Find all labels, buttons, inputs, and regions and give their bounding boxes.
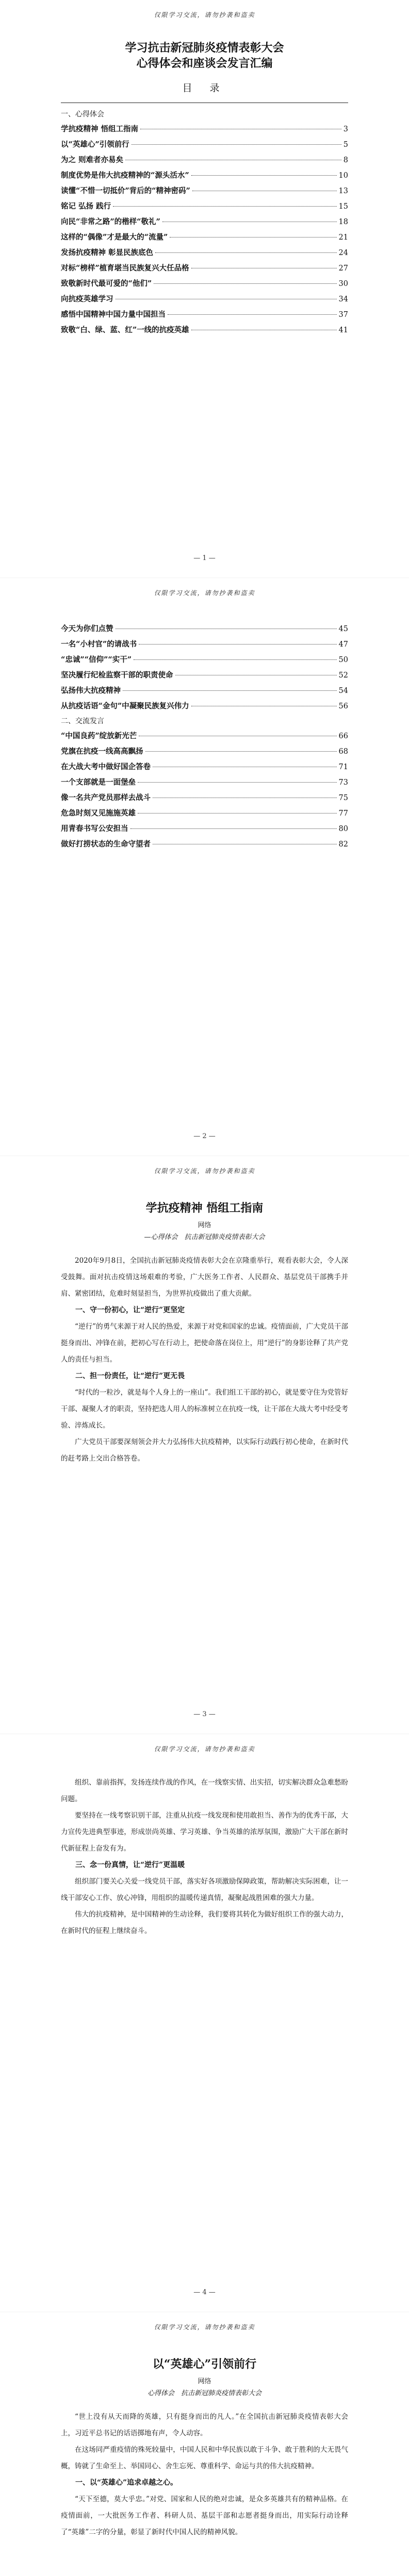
- toc-entry[interactable]: [61, 759, 348, 775]
- toc-dot-leader: [170, 237, 336, 238]
- toc-entry[interactable]: [61, 292, 348, 307]
- body-paragraph: 伟大的抗疫精神，是中国精神的生动诠释，我们要将其转化为做好组织工作的强大动力，在新时代的征程上继续奋斗。: [61, 1910, 348, 1935]
- toc-entry-title: 致敬新时代最可爱的“他们”: [61, 279, 152, 288]
- toc-entry[interactable]: [61, 790, 348, 806]
- article-author: 网络: [198, 2378, 211, 2385]
- toc-entry[interactable]: [61, 821, 348, 837]
- toc-entry-title: 发扬抗疫精神 彰显民族底色: [61, 248, 154, 257]
- toc-entry-title: 向抗疫英雄学习: [61, 295, 113, 303]
- toc-entry-page: 41: [338, 326, 348, 334]
- toc-entry-title: 党旗在抗疫一线高高飘扬: [61, 747, 143, 756]
- toc-entry[interactable]: [61, 199, 348, 214]
- body-paragraph: 2020年9月8日，全国抗击新冠肺炎疫情表彰大会在京隆重举行，观看表彰大会，令人深受鼓舞。面对抗击疫情这场艰难的考验，广大医务工作者、人民群众、基层党员干部携手并肩、紧密团结，危难时刻显担当，为世界抗疫做出了重大贡献。: [61, 1257, 348, 1298]
- toc-entry-page: 15: [338, 202, 348, 211]
- body-paragraph: 要坚持在一线考察识别干部，注重从抗疫一线发现和使用敢担当、善作为的优秀干部，大力宣传先进典型事迹，形成崇尚英雄、学习英雄、争当英雄的浓厚氛围，激励广大干部在新时代新征程上奋发有为。: [61, 1811, 348, 1853]
- doc-title-line2: 心得体会和座谈会发言汇编: [136, 57, 273, 70]
- body-paragraph: “世上没有从天而降的英雄，只有挺身而出的凡人。”在全国抗击新冠肺炎疫情表彰大会上，习近平总书记的话语掷地有声，令人动容。: [61, 2413, 348, 2437]
- toc-entry[interactable]: [61, 276, 348, 292]
- running-header: 仅限学习交流，请勿抄袭和盗卖: [154, 1745, 255, 1753]
- article-source: —心得体会 抗击新冠肺炎疫情表彰大会: [144, 1233, 265, 1241]
- toc-entry-page: 66: [338, 732, 348, 740]
- toc-entry-title: 致敬“白、绿、蓝、红”一线的抗疫英雄: [61, 326, 189, 334]
- toc-dot-leader: [134, 659, 337, 660]
- toc-entry-title: 弘扬伟大抗疫精神: [61, 686, 121, 695]
- toc-entry-page: 27: [338, 264, 348, 273]
- toc-entry-title: 危急时刻又见施施英雄: [61, 809, 136, 818]
- toc-section-label: 二、交流发言: [61, 717, 104, 725]
- toc-entry[interactable]: [61, 168, 348, 183]
- toc-entry[interactable]: [61, 323, 348, 338]
- toc-entry-title: 今天为你们点赞: [61, 624, 113, 633]
- running-header: 仅限学习交流，请勿抄袭和盗卖: [154, 1167, 255, 1175]
- toc-entry[interactable]: [61, 728, 348, 744]
- doc-title-line1: 学习抗击新冠肺炎疫情表彰大会: [125, 41, 284, 55]
- toc-entry-page: 8: [343, 156, 348, 164]
- toc-dot-leader: [123, 690, 337, 691]
- toc-list: [61, 621, 348, 714]
- toc-entry[interactable]: [61, 621, 348, 637]
- toc-entry[interactable]: [61, 214, 348, 230]
- toc-entry[interactable]: [61, 245, 348, 261]
- body-paragraph: “时代的一粒沙，就是每个人身上的一座山”。我们组工干部的初心，就是要守住为党管好干部、凝聚人才的职责，坚持把选人用人的标准树立在抗疫一线，让干部在大战大考中经受考验、淬炼成长。: [61, 1388, 348, 1430]
- toc-entry-page: 52: [338, 671, 348, 680]
- toc-entry[interactable]: [61, 683, 348, 699]
- toc-section-label: 一、心得体会: [61, 110, 104, 118]
- page-number: — 3 —: [193, 1710, 216, 1718]
- page-number: — 4 —: [193, 2289, 216, 2296]
- toc-dot-leader: [191, 175, 337, 176]
- toc-entry-title: 用青春书写公安担当: [61, 824, 128, 833]
- page-toc-continued: [0, 578, 409, 1156]
- toc-entry-page: 5: [343, 141, 348, 149]
- toc-entry-title: 像一名共产党员那样去战斗: [61, 793, 151, 802]
- toc-entry-page: 13: [338, 187, 348, 195]
- toc-entry-title: 学抗疫精神 悟组工指南: [61, 125, 139, 133]
- toc-entry-page: 56: [338, 702, 348, 710]
- toc-entry-page: 80: [338, 825, 348, 833]
- body-paragraph: 组织、靠前指挥，发扬连续作战的作风，在一线察实情、出实招，切实解决群众急难愁盼问题。: [61, 1778, 348, 1803]
- page-number: — 1 —: [193, 554, 216, 562]
- toc-entry[interactable]: [61, 137, 348, 152]
- page-cover: [0, 0, 409, 578]
- toc-entry-page: 50: [338, 656, 348, 664]
- toc-entry[interactable]: [61, 668, 348, 683]
- toc-dot-leader: [138, 782, 337, 783]
- body-paragraph: 在这场同严重疫情的殊死较量中，中国人民和中华民族以敢于斗争、敢于胜利的大无畏气概，铸就了生命至上、举国同心、舍生忘死、尊重科学、命运与共的伟大抗疫精神。: [61, 2446, 348, 2470]
- toc-entry[interactable]: [61, 183, 348, 199]
- toc-entry[interactable]: [61, 775, 348, 790]
- section-subhead: 一、以“英雄心”追求卓越之心。: [75, 2479, 178, 2487]
- toc-entry-page: 75: [338, 794, 348, 802]
- section-subhead: 三、念一份真情，让“逆行”更温暖: [75, 1861, 185, 1869]
- page-number: — 2 —: [193, 1132, 216, 1140]
- body-paragraph: 组织部门要关心关爱一线党员干部，落实好各项激励保障政策，帮助解决实际困难，让一线干部安心工作、放心冲锋，用组织的温暖传递真情，凝聚起战胜困难的强大力量。: [61, 1877, 348, 1902]
- toc-entry-title: 对标“榜样”植育堪当民族复兴大任品格: [61, 264, 189, 273]
- running-header: 仅限学习交流，请勿抄袭和盗卖: [154, 11, 255, 19]
- toc-entry-title: 从抗疫话语“金句”中凝聚民族复兴伟力: [61, 702, 189, 710]
- toc-entry-title: 这样的“偶像”才是最大的“流量”: [61, 233, 168, 242]
- toc-entry[interactable]: [61, 307, 348, 323]
- toc-entry[interactable]: [61, 122, 348, 137]
- toc-entry-page: 54: [338, 687, 348, 695]
- toc-dot-leader: [145, 751, 337, 752]
- toc-dot-leader: [139, 644, 336, 645]
- section-subhead: 一、守一份初心，让“逆行”更坚定: [75, 1306, 185, 1314]
- toc-entry[interactable]: [61, 230, 348, 245]
- toc-entry-page: 45: [338, 625, 348, 633]
- toc-entry[interactable]: [61, 152, 348, 168]
- running-header: 仅限学习交流，请勿抄袭和盗卖: [154, 2324, 255, 2331]
- toc-entry-page: 37: [338, 311, 348, 319]
- toc-entry-title: 以“英雄心”引领前行: [61, 140, 129, 149]
- article-title: 以“英雄心”引领前行: [152, 2358, 257, 2371]
- toc-entry[interactable]: [61, 744, 348, 759]
- page-article-2: [0, 2312, 409, 2576]
- toc-entry-page: 82: [338, 840, 348, 849]
- toc-dot-leader: [138, 813, 337, 814]
- article-author: 网络: [198, 1222, 211, 1229]
- toc-entry-title: 在大战大考中做好国企答卷: [61, 762, 151, 771]
- toc-entry-page: 34: [338, 295, 348, 303]
- toc-entry-page: 77: [338, 809, 348, 818]
- page-article-1-continued: [0, 1734, 409, 2312]
- toc-entry-title: “中国良药”绽放新光芒: [61, 732, 137, 740]
- toc-list: [61, 122, 348, 338]
- toc-entry-title: 一个支部就是一面堡垒: [61, 778, 136, 787]
- toc-entry-page: 18: [338, 218, 348, 226]
- toc-dot-leader: [113, 206, 336, 207]
- toc-entry-title: 读懂“不惜一切抵价”背后的“精神密码”: [61, 187, 190, 195]
- toc-list: [61, 728, 348, 852]
- toc-dot-leader: [168, 314, 337, 315]
- toc-entry-page: 47: [338, 640, 348, 649]
- toc-entry[interactable]: [61, 637, 348, 652]
- toc-entry-title: 感悟中国精神中国力量中国担当: [61, 310, 166, 319]
- body-paragraph: “逆行”的勇气来源于对人民的热爱，来源于对党和国家的忠诚。疫情面前，广大党员干部挺身而出、冲锋在前，把初心写在行动上，把使命落在岗位上，用“逆行”的身影诠释了共产党人的责任与担当。: [61, 1323, 348, 1364]
- toc-dot-leader: [154, 283, 336, 284]
- toc-entry-page: 71: [338, 763, 348, 771]
- body-paragraph: 广大党员干部要深刻领会并大力弘扬伟大抗疫精神，以实际行动践行初心使命，在新时代的赶考路上交出合格答卷。: [61, 1438, 348, 1463]
- toc-entry-title: 向民“非常之路”的楷样“敬礼”: [61, 217, 160, 226]
- toc-dot-leader: [130, 828, 337, 829]
- toc-entry[interactable]: [61, 652, 348, 668]
- toc-entry-title: 坚决履行纪检监察干部的职责使命: [61, 671, 173, 680]
- body-paragraph: “天下至德，莫大乎忠。”对党、国家和人民的绝对忠诚，是众多英雄共有的精神品格。在疫情面前，一大批医务工作者、科研人员、基层干部和志愿者挺身而出，用实际行动诠释了“英雄”二字的分量，彰显了新时代中国人民的精神风貌。: [61, 2495, 348, 2536]
- toc-entry-title: 做好打捞状态的生命守望者: [61, 840, 151, 849]
- toc-entry-page: 73: [338, 778, 348, 787]
- toc-entry-title: 铭记 弘扬 践行: [61, 202, 111, 211]
- toc-dot-leader: [155, 252, 336, 253]
- toc-entry-page: 10: [338, 172, 348, 180]
- toc-entry-title: 一名“小村官”的请战书: [61, 640, 137, 649]
- toc-entry[interactable]: [61, 806, 348, 821]
- toc-entry[interactable]: [61, 837, 348, 852]
- toc-entry[interactable]: [61, 261, 348, 276]
- toc-entry-title: 为之 则难者亦易矣: [61, 156, 124, 164]
- article-source: 心得体会 抗击新冠肺炎疫情表彰大会: [147, 2389, 261, 2397]
- toc-entry-page: 24: [338, 249, 348, 257]
- toc-entry-title: 制度优势是伟大抗疫精神的“源头活水”: [61, 171, 189, 180]
- page-article-1: [0, 1156, 409, 1734]
- toc-entry-title: “忠诚”“信仰”“实干”: [61, 655, 132, 664]
- toc-dot-leader: [132, 144, 341, 145]
- toc-entry[interactable]: [61, 699, 348, 714]
- article-title: 学抗疫精神 悟组工指南: [145, 1201, 264, 1215]
- section-subhead: 二、担一份责任，让“逆行”更无畏: [75, 1372, 185, 1380]
- toc-entry-page: 21: [338, 233, 348, 242]
- toc-entry-page: 3: [343, 125, 348, 133]
- toc-heading: 目 录: [182, 82, 227, 94]
- toc-entry-page: 30: [338, 280, 348, 288]
- toc-entry-page: 68: [338, 748, 348, 756]
- running-header: 仅限学习交流，请勿抄袭和盗卖: [154, 589, 255, 597]
